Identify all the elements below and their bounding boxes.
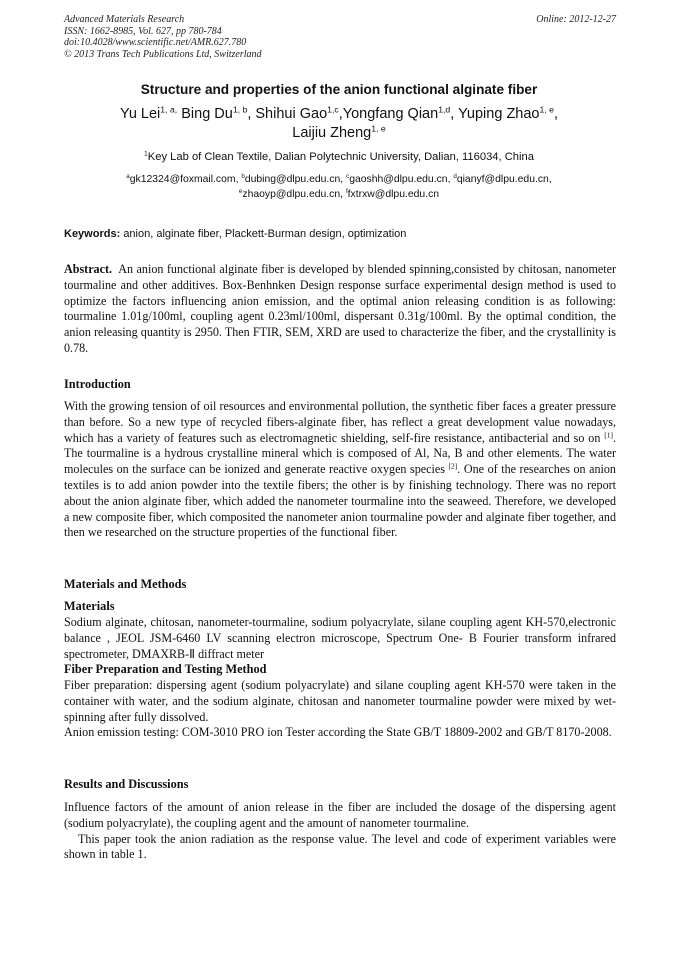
results-paragraph: Influence factors of the amount of anion release in the fiber are included the dosage of the dispersing agent (sodium polyacrylate), the coupling agent and the amount of nanometer tourmaline.	[64, 800, 616, 830]
fiber-preparation-paragraph: Fiber preparation: dispersing agent (sodium polyacrylate) and silane coupling agent KH-570 were taken in the container with water, and the sodium alginate, chitosan and nanometer tourmaline powder were mixed by wet-spinning after fully dissolved.	[64, 678, 616, 724]
results-paragraph: This paper took the anion radiation as the response value. The level and code of experiment variables were shown in table 1.	[64, 831, 616, 862]
journal-name: Advanced Materials Research	[64, 14, 185, 25]
email-address[interactable]: fxtrxw@dlpu.edu.cn	[347, 189, 440, 200]
author-affiliation-mark: 1, e	[539, 104, 554, 115]
email-mark: f	[345, 187, 348, 195]
email-address[interactable]: gaoshh@dlpu.edu.cn,	[349, 174, 451, 185]
results-heading: Results and Discussions	[64, 777, 189, 791]
results-section	[64, 800, 616, 863]
email-address[interactable]: zhaoyp@dlpu.edu.cn,	[242, 189, 344, 200]
author-name: Yu Lei	[119, 106, 161, 122]
materials-paragraph: Sodium alginate, chitosan, nanometer-tourmaline, sodium polyacrylate, silane coupling agent KH-570,electronic balance , JEOL JSM-6460 LV scanning electron microscope, Spectrum One- B Fourier transform infrared spectrometer, DMAXRB-Ⅱ diffract meter	[64, 615, 616, 661]
email-mark: c	[346, 172, 350, 180]
affiliation	[0, 151, 678, 163]
author-name: Laijiu Zheng	[292, 125, 372, 141]
citation-ref[interactable]: [1]	[604, 430, 613, 440]
author-affiliation-mark: 1, a,	[160, 104, 178, 115]
issn-line: ISSN: 1662-8985, Vol. 627, pp 780-784	[64, 25, 222, 37]
author-affiliation-mark: 1,c	[327, 104, 339, 115]
email-mark: b	[241, 172, 245, 180]
author-name: Yongfang Qian	[342, 106, 439, 122]
copyright-line: © 2013 Trans Tech Publications Ltd, Switzerland	[64, 48, 262, 60]
email-address[interactable]: gk12324@foxmail.com,	[129, 174, 239, 185]
abstract	[64, 262, 616, 357]
introduction-paragraph	[64, 399, 616, 541]
author-name: Shihui Gao	[255, 106, 328, 122]
email-address[interactable]: qianyf@dlpu.edu.cn,	[456, 174, 552, 185]
email-mark: d	[453, 172, 457, 180]
affiliation-text: Key Lab of Clean Textile, Dalian Polytechnic University, Dalian, 116034, China	[147, 151, 534, 163]
keywords-text: anion, alginate fiber, Plackett-Burman design, optimization	[123, 228, 407, 240]
author-name: Bing Du	[181, 106, 233, 122]
online-date: Online: 2012-12-27	[536, 14, 616, 25]
affiliation-mark: 1	[144, 150, 148, 158]
author-affiliation-mark: 1, b	[232, 104, 248, 115]
journal-header	[64, 14, 616, 60]
introduction-text: . The tourmaline is a hydrous crystalline mineral which is composed of Al, Na, B and other elements. The water molecules on the surface can be ionized and generate reactive oxygen species	[64, 430, 616, 477]
fiber-preparation-subheading: Fiber Preparation and Testing Method	[64, 662, 267, 676]
introduction-text: With the growing tension of oil resources and environmental pollution, the synthetic fiber faces a greater pressure than before. So a new type of recycled fibers-alginate fiber, has reflect a great development value nowadays, which has a variety of features such as electromagnetic shielding, self-fire resistance, antibacterial and so on	[64, 399, 616, 445]
author-list: Yu Lei$^{1, a,}$ Bing Du$^{1, b}$, Shihui Gao$^{1,c}$,Yongfang Qian$^{1,d}$, Yuping Zhao$^{1, e}$, Laijiu Zheng$^{1, e}$	[119, 104, 559, 141]
materials-methods-heading: Materials and Methods	[64, 577, 187, 591]
paper-title: Structure and properties of the anion functional alginate fiber	[140, 82, 538, 97]
anion-testing-paragraph: Anion emission testing: COM-3010 PRO ion Tester according the State GB/T 18809-2002 and GB/T 8170-2008.	[64, 725, 612, 740]
introduction-text: . One of the researches on anion textiles is to add anion powder into the textile fibers; the other is by finishing technology. There was no report about the anion alginate fiber, which added the nanometer tourmaline into the seaweed. Therefore, we developed a new composite fiber, which composited the nanometer anion tourmaline powder and alginate fiber together, and then we researched on the structure properties of the functional fiber.	[64, 462, 616, 540]
fiber-preparation-section	[64, 678, 616, 741]
author-name: Yuping Zhao	[458, 106, 540, 122]
keywords-label: Keywords:	[64, 228, 121, 240]
email-mark: a	[126, 172, 130, 180]
introduction-heading: Introduction	[64, 377, 131, 391]
keywords	[64, 228, 616, 240]
citation-ref[interactable]: [2]	[448, 461, 458, 471]
doi-line: doi:10.4028/www.scientific.net/AMR.627.780	[64, 37, 247, 48]
author-affiliation-mark: 1,d	[438, 104, 451, 115]
email-mark: e	[238, 187, 243, 195]
author-affiliation-mark: 1, e	[371, 123, 386, 134]
email-address[interactable]: dubing@dlpu.edu.cn,	[244, 174, 344, 185]
abstract-text: An anion functional alginate fiber is developed by blended spinning,consisted by chitosan, nanometer tourmaline and other additives. Box-Benhnken Design response surface experimental design method is used to optimize the factors influencing anion emission, and the optimal anion releasing condition is as following: tourmaline 1.01g/100ml, coupling agent 0.23ml/100ml, dispersant 0.31g/100ml. By the optimal condition, the anion releasing quantity is 2950. Then FTIR, SEM, XRD are used to characterize the fiber, and the crystallinity is 0.78.	[64, 262, 616, 355]
abstract-label: Abstract.	[64, 262, 113, 276]
materials-subheading: Materials	[64, 599, 115, 613]
author-emails	[70, 172, 608, 202]
